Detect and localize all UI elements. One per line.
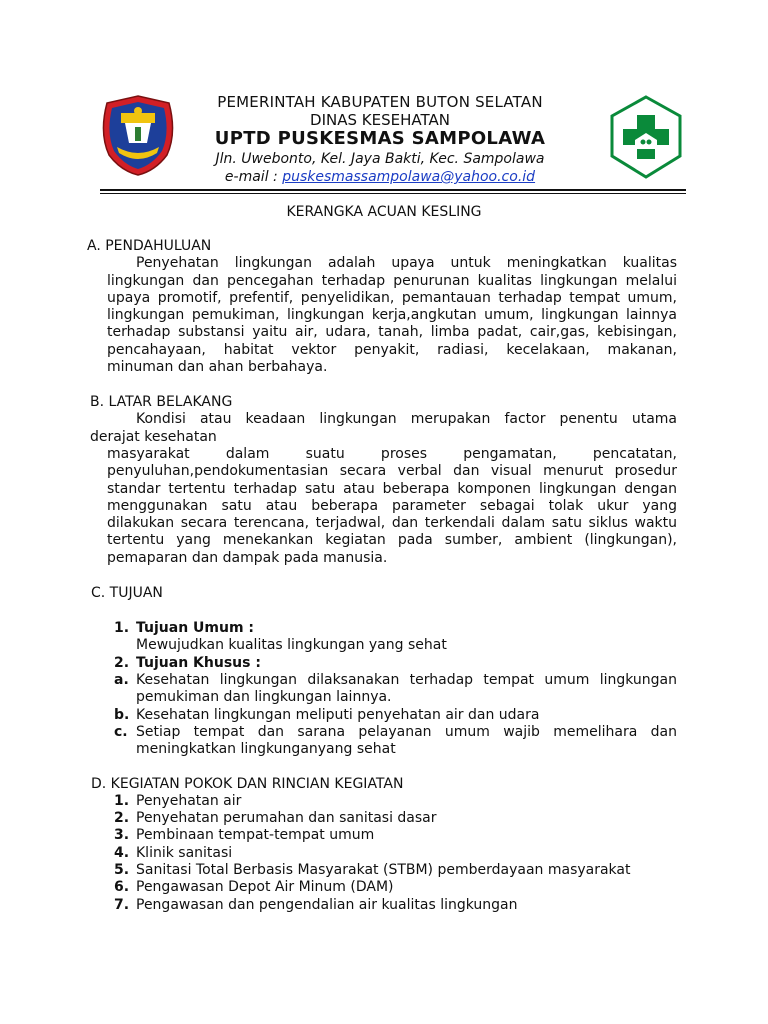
section-d-heading: D. KEGIATAN POKOK DAN RINCIAN KEGIATAN: [91, 776, 404, 792]
list-number: 4.: [114, 845, 130, 861]
sub-item-text: Kesehatan lingkungan meliputi penyehatan air dan udara: [136, 707, 540, 723]
list-number: 2.: [114, 810, 130, 826]
tujuan-umum-label: Tujuan Umum :: [136, 620, 255, 636]
list-number: 2.: [114, 655, 130, 671]
list-item: Pembinaan tempat-tempat umum: [136, 827, 375, 843]
section-b-line: tertentu yang menekankan kegiatan pada sumber, ambient (lingkungan),: [107, 532, 677, 548]
list-number: 3.: [114, 827, 130, 843]
sub-item-text: meningkatkan lingkunganyang sehat: [136, 741, 396, 757]
sub-item-text: Setiap tempat dan sarana pelayanan umum wajib memelihara dan: [136, 724, 677, 740]
list-item: Penyehatan perumahan dan sanitasi dasar: [136, 810, 437, 826]
section-a-heading: A. PENDAHULUAN: [87, 238, 212, 254]
list-number: 1.: [114, 620, 130, 636]
sub-letter: b.: [114, 707, 130, 723]
list-item: Klinik sanitasi: [136, 845, 233, 861]
list-item: Sanitasi Total Berbasis Masyarakat (STBM) pemberdayaan masyarakat: [136, 862, 631, 878]
list-item: Pengawasan Depot Air Minum (DAM): [136, 879, 394, 895]
section-b-line: pemaparan dan dampak pada manusia.: [107, 550, 388, 566]
section-a-line: upaya promotif, prefentif, penyelidikan, pemantauan terhadap tempat umum,: [107, 290, 677, 306]
document-title: KERANGKA ACUAN KESLING: [286, 204, 482, 220]
section-a-line: pencahayaan, habitat vektor penyakit, radiasi, kecelakaan, makanan,: [107, 342, 677, 358]
government-name: PEMERINTAH KABUPATEN BUTON SELATAN: [217, 93, 543, 111]
section-b-line: penyuluhan,pendokumentasian secara verbal dan visual menurut prosedur: [107, 463, 677, 479]
sub-item-text: pemukiman dan lingkungan lainnya.: [136, 689, 392, 705]
health-department-logo: [610, 95, 682, 179]
section-c-heading: C. TUJUAN: [91, 585, 163, 601]
email-link[interactable]: puskesmassampolawa@yahoo.co.id: [282, 169, 536, 185]
section-b-heading: B. LATAR BELAKANG: [90, 394, 233, 410]
section-b-line: standar tertentu terhadap satu atau beberapa komponen lingkungan dengan: [107, 481, 677, 497]
letterhead-rule-thick: [100, 189, 686, 191]
list-number: 6.: [114, 879, 130, 895]
section-b-line: dilakukan secara terencana, terjadwal, dan terkendali dalam satu siklus waktu: [107, 515, 677, 531]
regency-emblem: [97, 93, 179, 177]
section-b-line: derajat kesehatan: [90, 429, 217, 445]
section-a-line: lingkungan dan pencegahan terhadap penurunan kualitas lingkungan melalui: [107, 273, 677, 289]
address: Jln. Uwebonto, Kel. Jaya Bakti, Kec. Sampolawa: [215, 151, 545, 167]
list-item: Penyehatan air: [136, 793, 242, 809]
section-b-line: menggunakan satu atau beberapa parameter sebagai tolak ukur yang: [107, 498, 677, 514]
email-line: [190, 169, 570, 185]
list-number: 1.: [114, 793, 130, 809]
section-a-line: minuman dan ahan berbahaya.: [107, 359, 328, 375]
sub-letter: a.: [114, 672, 129, 688]
sub-item-text: Kesehatan lingkungan dilaksanakan terhadap tempat umum lingkungan: [136, 672, 677, 688]
list-number: 7.: [114, 897, 130, 913]
section-a-line: lingkungan pemukiman, lingkungan kerja,angkutan umum, lingkungan lainnya: [107, 307, 677, 323]
letterhead-rule-thin: [100, 193, 686, 194]
section-b-line: masyarakat dalam suatu proses pengamatan, pencatatan,: [107, 446, 677, 462]
tujuan-khusus-label: Tujuan Khusus :: [136, 655, 261, 671]
sub-letter: c.: [114, 724, 128, 740]
section-a-line: terhadap substansi yaitu air, udara, tanah, limba padat, cair,gas, kebisingan,: [107, 324, 677, 340]
section-b-line: Kondisi atau keadaan lingkungan merupakan factor penentu utama: [136, 411, 677, 427]
department-name: DINAS KESEHATAN: [310, 111, 450, 129]
list-item: Pengawasan dan pengendalian air kualitas lingkungan: [136, 897, 518, 913]
email-label: e-mail :: [224, 169, 283, 185]
institution-name: UPTD PUSKESMAS SAMPOLAWA: [214, 128, 546, 149]
list-number: 5.: [114, 862, 130, 878]
tujuan-umum-text: Mewujudkan kualitas lingkungan yang sehat: [136, 637, 447, 653]
